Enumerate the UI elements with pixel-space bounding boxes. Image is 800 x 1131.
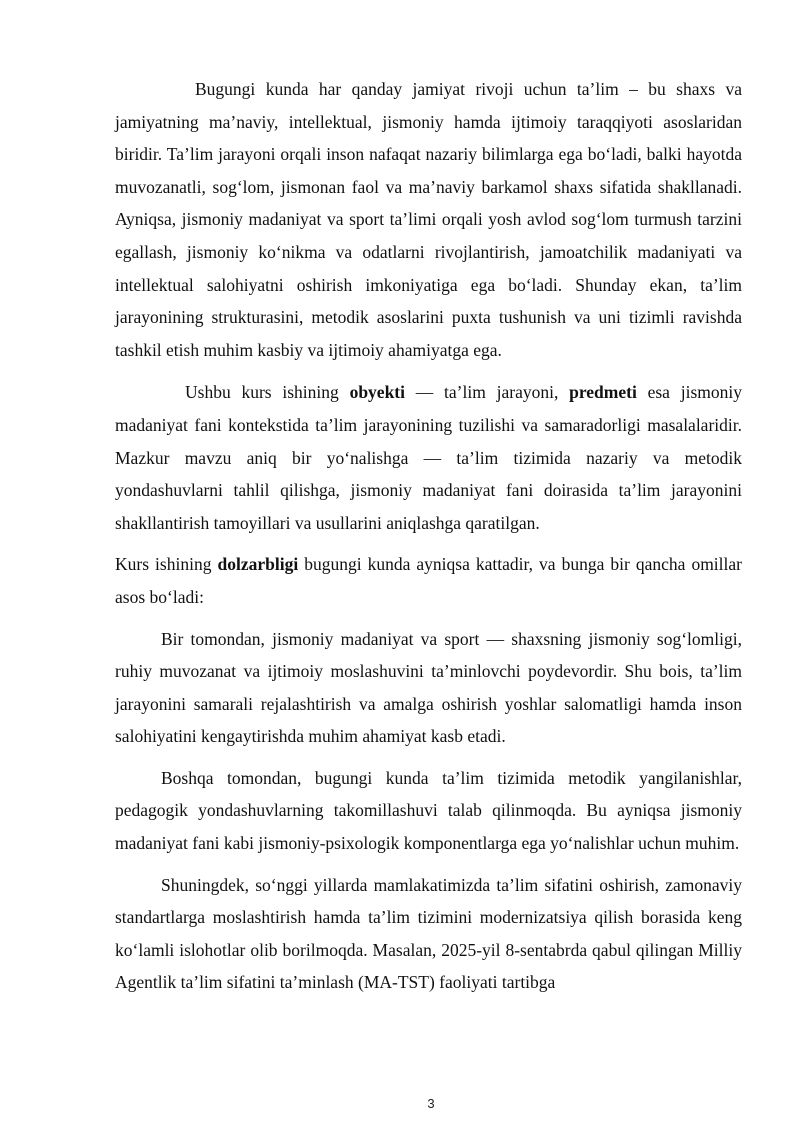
paragraph-object-subject: [115, 376, 742, 539]
paragraph-text-segment: Ushbu kurs ishining: [185, 382, 350, 403]
paragraph-text-segment: esa jismoniy madaniyat fani kontekstida ta’lim jarayonining tuzilishi va samaradorligi masalalaridir. Mazkur mavzu aniq bir yo‘nalishga — ta’lim tizimida nazariy va metodik yondashuvlarni tahlil qilishga, jismoniy madaniyat fani doirasida ta’lim jarayonini shakllantirish tamoyillari va usullarini aniqlashga qaratilgan.: [115, 382, 742, 533]
bold-term-obyekti: obyekti: [349, 382, 405, 403]
paragraph-relevance: [115, 548, 742, 613]
paragraph-introduction: Bugungi kunda har qanday jamiyat rivoji uchun ta’lim – bu shaxs va jamiyatning ma’naviy, intellektual, jismoniy hamda ijtimoiy taraqqiyoti asoslaridan biridir. Ta’lim jarayoni orqali inson nafaqat nazariy bilimlarga ega bo‘ladi, balki hayotda muvozanatli, sog‘lom, jismonan faol va ma’naviy barkamol shaxs sifatida shakllanadi. Ayniqsa, jismoniy madaniyat va sport ta’limi orqali yosh avlod sog‘lom turmush tarzini egallash, jismoniy ko‘nikma va odatlarni rivojlantirish, jamoatchilik madaniyati va intellektual salohiyatni oshirish imkoniyatiga ega bo‘ladi. Shunday ekan, ta’lim jarayonining strukturasini, metodik asoslarini puxta tushunish va uni tizimli ravishda tashkil etish muhim kasbiy va ijtimoiy ahamiyatga ega.: [115, 79, 742, 360]
page-body: [115, 73, 742, 999]
bold-term-predmeti: predmeti: [569, 382, 637, 403]
page-number: 3: [427, 1096, 435, 1111]
bold-term-dolzarbligi: dolzarbligi: [217, 554, 299, 575]
paragraph-reforms: Shuningdek, so‘nggi yillarda mamlakatimizda ta’lim sifatini oshirish, zamonaviy standartlarga moslashtirish hamda ta’lim tizimini modernizatsiya qilish borasida keng ko‘lamli islohotlar olib borilmoqda. Masalan, 2025-yil 8-sentabrda qabul qilingan Milliy Agentlik ta’lim sifatini ta’minlash (MA-TST) faoliyati tartibga: [115, 874, 742, 993]
paragraph-first-reason: Bir tomondan, jismoniy madaniyat va sport — shaxsning jismoniy sog‘lomligi, ruhiy muvozanat va ijtimoiy moslashuvini ta’minlovchi poydevordir. Shu bois, ta’lim jarayonini samarali rejalashtirish va amalga oshirish yoshlar salomatligi hamda inson salohiyatini kengaytirishda muhim ahamiyat kasb etadi.: [115, 628, 742, 747]
paragraph-second-reason: Boshqa tomondan, bugungi kunda ta’lim tizimida metodik yangilanishlar, pedagogik yondashuvlarning takomillashuvi talab qilinmoqda. Bu ayniqsa jismoniy madaniyat fani kabi jismoniy-psixologik komponentlarga ega yo‘nalishlar uchun muhim.: [115, 767, 742, 854]
paragraph-text-segment: — ta’lim jarayoni,: [405, 382, 570, 403]
paragraph-text-segment: bugungi kunda ayniqsa kattadir, va bunga bir qancha omillar asos bo‘ladi:: [115, 554, 742, 607]
paragraph-text-segment: Kurs ishining: [115, 554, 218, 575]
